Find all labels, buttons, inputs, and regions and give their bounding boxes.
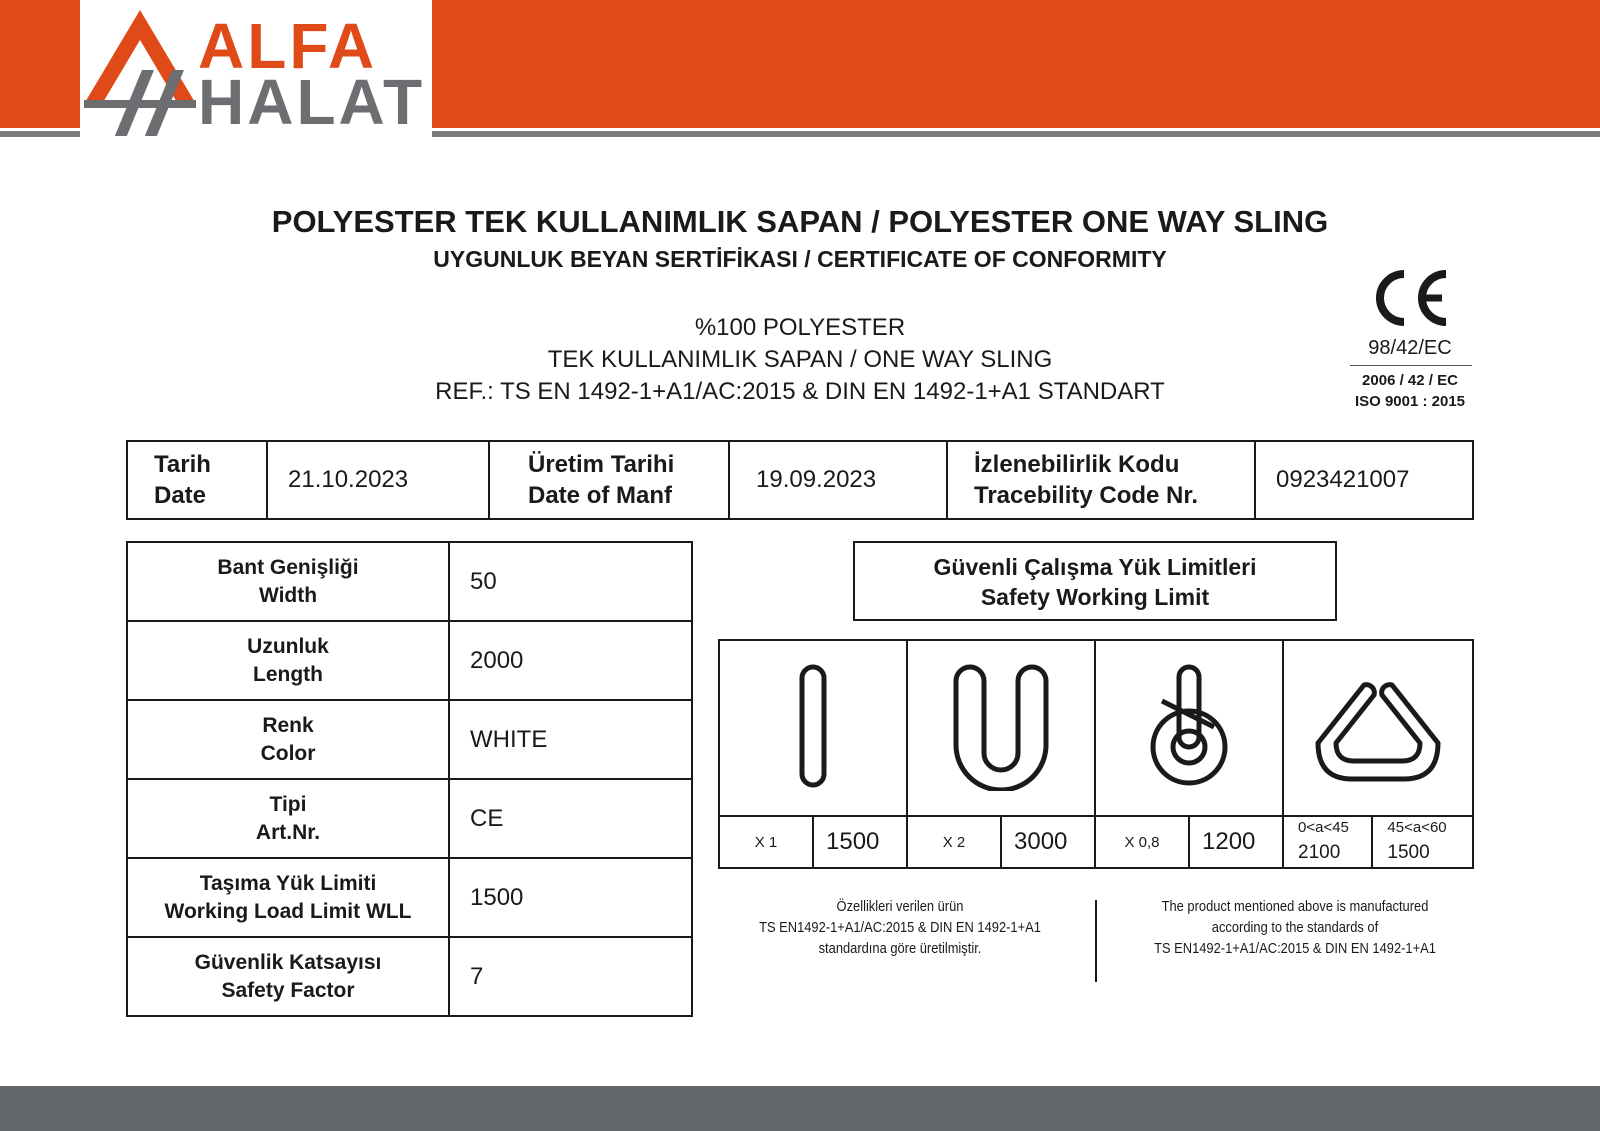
swl-title-tr: Güvenli Çalışma Yük Limitleri: [933, 554, 1257, 580]
choke-config-cell: [1095, 640, 1283, 816]
traceability-value: 0923421007: [1255, 441, 1473, 519]
manufacture-date-label: Üretim Tarihi Date of Manf: [489, 441, 729, 519]
ce-directive: 98/42/EC: [1368, 337, 1452, 359]
angled-config-cell: [1283, 640, 1473, 816]
date-value: 21.10.2023: [267, 441, 489, 519]
straight-multiplier: X 1: [719, 816, 813, 868]
note-turkish: Özellikleri verilen ürün TS EN1492-1+A1/AC:2015 & DIN EN 1492-1+A1 standardına göre üretilmiştir.: [759, 898, 1041, 957]
spec-value: CE: [449, 779, 692, 858]
swl-title-box: [853, 541, 1337, 621]
header-band-left: [0, 0, 80, 128]
spec-label: Renk Color: [127, 700, 449, 779]
choke-sling-icon: [1134, 661, 1244, 791]
spec-row: [127, 542, 692, 621]
note-english: The product mentioned above is manufactured according to the standards of TS EN1492-1+A1/AC:2015 & DIN EN 1492-1+A1: [1154, 898, 1436, 957]
spec-row: [127, 779, 692, 858]
ce-mark-icon: [1370, 266, 1450, 330]
spec-label: Güvenlik Katsayısı Safety Factor: [127, 937, 449, 1016]
header-band-right: [432, 0, 1600, 128]
spec-row: [127, 621, 692, 700]
info-table: [126, 440, 1474, 520]
u-sling-icon: [946, 661, 1056, 791]
notes-divider: [1095, 900, 1097, 982]
spec-table: [126, 541, 693, 1017]
straight-sling-icon: [783, 661, 843, 791]
spec-value: 7: [449, 937, 692, 1016]
traceability-label: İzlenebilirlik Kodu Tracebility Code Nr.: [947, 441, 1255, 519]
logo-text-alfa: ALFA: [198, 10, 378, 82]
straight-config-cell: [719, 640, 907, 816]
machinery-directive: 2006 / 42 / EC: [1362, 372, 1458, 389]
u-config-cell: [907, 640, 1095, 816]
u-load-value: 3000: [1001, 816, 1095, 868]
spec-label: Tipi Art.Nr.: [127, 779, 449, 858]
spec-value: 2000: [449, 621, 692, 700]
angle-range-low: 0<a<45 2100: [1283, 816, 1372, 868]
straight-load-value: 1500: [813, 816, 907, 868]
spec-value: WHITE: [449, 700, 692, 779]
iso-standard: ISO 9001 : 2015: [1354, 393, 1466, 410]
spec-row: [127, 858, 692, 937]
u-multiplier: X 2: [907, 816, 1001, 868]
footer-band: [0, 1086, 1600, 1131]
angle-range-high: 45<a<60 1500: [1372, 816, 1473, 868]
spec-label: Bant Genişliği Width: [127, 542, 449, 621]
document-title: POLYESTER TEK KULLANIMLIK SAPAN / POLYESTER ONE WAY SLING: [271, 204, 1329, 239]
logo-mark-icon: [84, 8, 196, 136]
sling-config-table: [718, 639, 1474, 869]
choke-multiplier: X 0,8: [1095, 816, 1189, 868]
ce-divider: [1350, 365, 1472, 366]
spec-row: [127, 700, 692, 779]
logo-text-halat: HALAT: [198, 66, 426, 138]
date-label: Tarih Date: [127, 441, 267, 519]
manufacture-date-value: 19.09.2023: [729, 441, 947, 519]
choke-load-value: 1200: [1189, 816, 1283, 868]
spec-label: Taşıma Yük Limiti Working Load Limit WLL: [127, 858, 449, 937]
product-line: TEK KULLANIMLIK SAPAN / ONE WAY SLING: [547, 346, 1053, 373]
reference-line: REF.: TS EN 1492-1+A1/AC:2015 & DIN EN 1492-1+A1 STANDART: [435, 378, 1165, 405]
document-subtitle: UYGUNLUK BEYAN SERTİFİKASI / CERTIFICATE OF CONFORMITY: [433, 246, 1167, 272]
spec-label: Uzunluk Length: [127, 621, 449, 700]
swl-title-en: Safety Working Limit: [980, 583, 1210, 610]
angled-sling-icon: [1308, 661, 1448, 791]
material-line: %100 POLYESTER: [694, 314, 906, 341]
spec-value: 50: [449, 542, 692, 621]
company-logo: [80, 0, 432, 137]
spec-row: [127, 937, 692, 1016]
spec-value: 1500: [449, 858, 692, 937]
